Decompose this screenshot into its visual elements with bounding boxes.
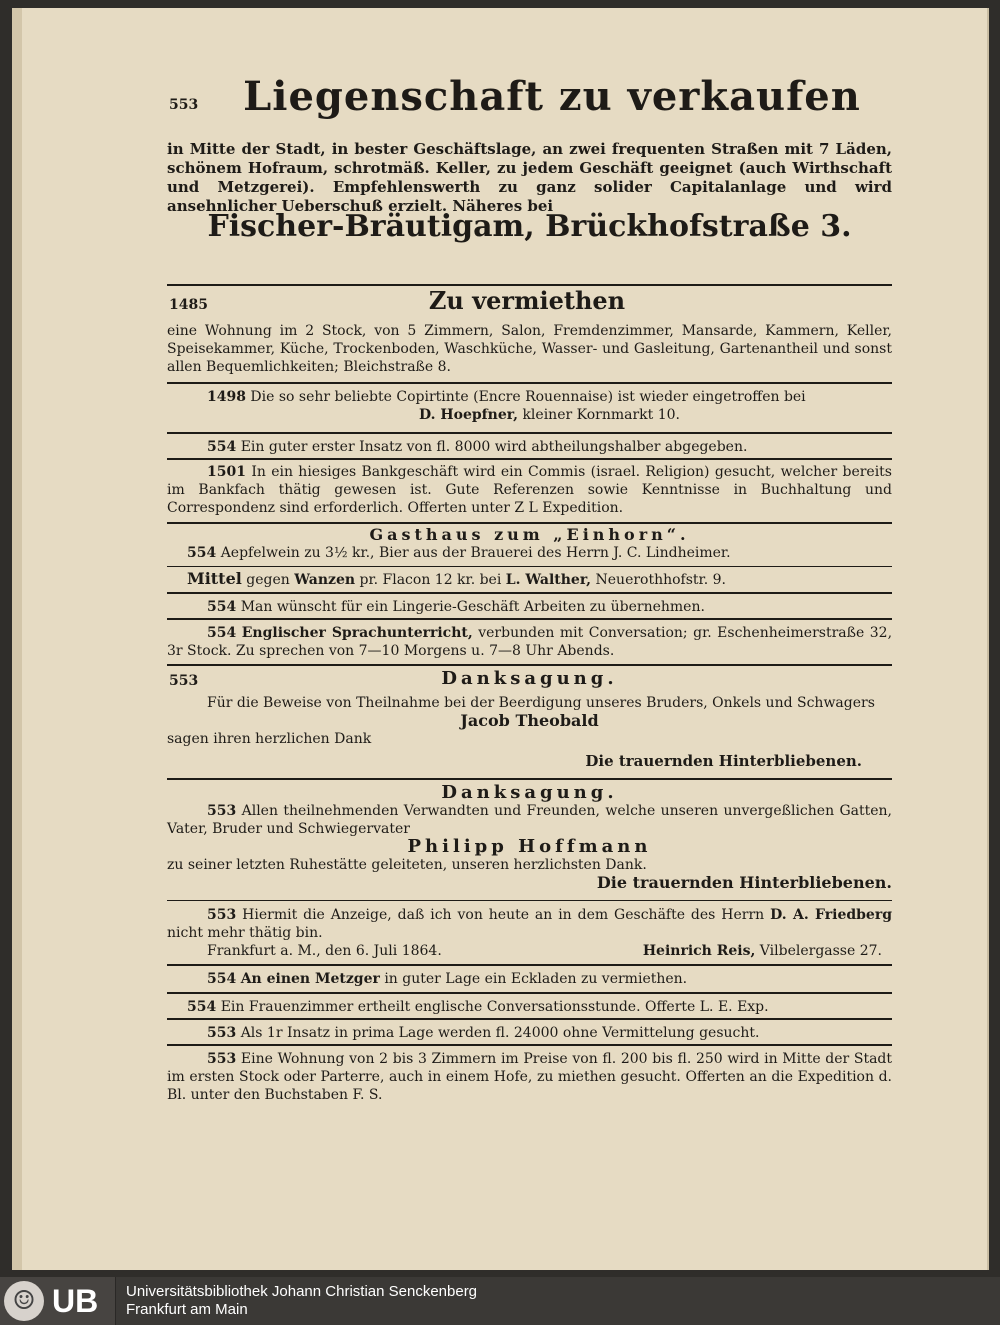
ad-number: 553 bbox=[207, 1051, 237, 1067]
ad-wanzen bbox=[167, 570, 892, 589]
ad-title: Liegenschaft zu verkaufen bbox=[243, 73, 861, 120]
ad-signature: Die trauernden Hinterbliebenen. bbox=[585, 752, 862, 770]
ad-text: Die so sehr beliebte Copirtinte (Encre Rouennaise) ist wieder eingetroffen bei bbox=[250, 389, 806, 405]
ad-address: Neuerothhofstr. 9. bbox=[595, 572, 726, 588]
ad-danksagung-hoffmann bbox=[167, 784, 892, 892]
ad-danksagung-theobald bbox=[167, 670, 892, 770]
divider bbox=[167, 900, 892, 901]
divider bbox=[167, 382, 892, 384]
divider bbox=[167, 458, 892, 460]
ad-address: Vilbelergasse 27. bbox=[759, 943, 882, 959]
ad-number: 554 bbox=[207, 971, 237, 987]
library-name: Universitätsbibliothek Johann Christian Senckenberg bbox=[126, 1283, 478, 1300]
divider bbox=[167, 1018, 892, 1020]
ad-text: eine Wohnung im 2 Stock, von 5 Zimmern, Salon, Fremdenzimmer, Mansarde, Kammern, Keller, Speisekammer, Küche, Trockenboden, Waschküche, Wasser- und Gasleitung, Gartenantheil und sonst allen Bequemlichkeiten; Bleichstraße 8. bbox=[167, 323, 892, 375]
ad-bankgeschaeft bbox=[167, 463, 892, 517]
divider bbox=[167, 1044, 892, 1046]
ad-metzger bbox=[167, 970, 892, 988]
ad-number: 553 bbox=[169, 673, 199, 689]
ad-vermiethen bbox=[167, 286, 892, 376]
ad-number: 554 bbox=[207, 625, 237, 641]
ad-title: Danksagung. bbox=[441, 782, 618, 803]
ad-signature: Die trauernden Hinterbliebenen. bbox=[596, 873, 892, 892]
ad-anzeige-reis bbox=[167, 906, 892, 960]
ad-text: Man wünscht für ein Lingerie-Geschäft Arbeiten zu übernehmen. bbox=[240, 599, 705, 615]
ad-number: 553 bbox=[169, 97, 199, 113]
ad-text: Ein guter erster Insatz von fl. 8000 wird abtheilungshalber abgegeben. bbox=[240, 439, 748, 455]
ad-einhorn bbox=[167, 526, 892, 562]
ad-text: gegen bbox=[246, 572, 290, 588]
ad-title: Gasthaus zum „Einhorn“. bbox=[369, 525, 690, 544]
ad-address: kleiner Kornmarkt 10. bbox=[522, 407, 680, 423]
ad-number: 553 bbox=[207, 1025, 237, 1041]
library-city: Frankfurt am Main bbox=[126, 1301, 248, 1318]
divider bbox=[167, 522, 892, 524]
divider bbox=[167, 992, 892, 994]
library-footer bbox=[0, 1277, 1000, 1325]
ad-lingerie bbox=[167, 598, 892, 616]
ad-text: in guter Lage ein Eckladen zu vermiethen. bbox=[384, 971, 688, 987]
ad-sign: Heinrich Reis, bbox=[642, 943, 756, 959]
ad-name: Jacob Theobald bbox=[460, 711, 599, 730]
ad-number: 553 bbox=[207, 907, 237, 923]
ad-text: Hiermit die Anzeige, daß ich von heute an in dem Geschäfte des Herrn bbox=[242, 907, 765, 923]
ad-bold: Wanzen bbox=[294, 572, 356, 588]
ad-number: 1498 bbox=[207, 389, 246, 405]
ad-number: 554 bbox=[187, 999, 217, 1015]
ad-copirtinte bbox=[167, 388, 892, 424]
divider bbox=[167, 566, 892, 567]
ad-name: L. Walther, bbox=[505, 572, 592, 588]
ad-number: 554 bbox=[207, 599, 237, 615]
portrait-icon: ☺ bbox=[4, 1281, 44, 1321]
divider bbox=[167, 664, 892, 666]
ub-logo[interactable] bbox=[0, 1277, 116, 1325]
ad-text: Für die Beweise von Theilnahme bei der Beerdigung unseres Bruders, Onkels und Schwagers bbox=[207, 695, 875, 711]
ad-sprachunterricht bbox=[167, 624, 892, 660]
ad-name: D. A. Friedberg bbox=[770, 907, 892, 923]
ad-title: Danksagung. bbox=[441, 668, 618, 689]
ad-text: Ein Frauenzimmer ertheilt englische Conversationsstunde. Offerte L. E. Exp. bbox=[220, 999, 769, 1015]
divider bbox=[167, 964, 892, 966]
ad-frauenzimmer bbox=[167, 998, 892, 1016]
ad-name: D. Hoepfner, bbox=[419, 407, 518, 423]
logo-text: UB bbox=[52, 1283, 99, 1319]
ad-text: Allen theilnehmenden Verwandten und Freunden, welche unseren unvergeßlichen Gatten, Vater, Bruder und Schwiegervater bbox=[167, 803, 892, 837]
ad-text: Als 1r Insatz in prima Lage werden fl. 24000 ohne Vermittelung gesucht. bbox=[240, 1025, 760, 1041]
divider bbox=[167, 618, 892, 620]
ad-name: Philipp Hoffmann bbox=[407, 836, 652, 857]
ad-text-2: nicht mehr thätig bin. bbox=[167, 925, 323, 941]
ad-place-date: Frankfurt a. M., den 6. Juli 1864. bbox=[207, 943, 442, 959]
ad-liegenschaft bbox=[167, 73, 892, 244]
ad-number: 1501 bbox=[207, 464, 246, 480]
ad-text: In ein hiesiges Bankgeschäft wird ein Commis (israel. Religion) gesucht, welcher bereits im Bankfach thätig gewesen ist. Gute Referenzen sowie Kenntnisse in Buchhaltung und Correspondenz sind erforderlich. Offerten unter Z L Expedition. bbox=[167, 464, 892, 516]
ad-number: 553 bbox=[207, 803, 237, 819]
ad-number: 1485 bbox=[169, 297, 208, 313]
ad-wohnung-gesucht bbox=[167, 1050, 892, 1104]
ad-title: Zu vermiethen bbox=[428, 286, 626, 315]
ad-firm: Fischer-Bräutigam, Brückhofstraße 3. bbox=[207, 209, 852, 244]
ad-text: Aepfelwein zu 3½ kr., Bier aus der Brauerei des Herrn J. C. Lindheimer. bbox=[220, 545, 731, 561]
divider bbox=[167, 592, 892, 594]
ad-number: 554 bbox=[207, 439, 237, 455]
ad-text: in Mitte der Stadt, in bester Geschäftslage, an zwei frequenten Straßen mit 7 Läden, schönem Hofraum, schrotmäß. Keller, zu jedem Geschäft geeignet (auch Wirthschaft und Metzgerei). Empfehlenswerth zu ganz solider Capitalanlage und wird ansehnlicher Ueberschuß erzielt. Näheres bei bbox=[167, 140, 892, 215]
ad-lead: An einen Metzger bbox=[240, 971, 380, 987]
ad-text-2: zu seiner letzten Ruhestätte geleiteten, unseren herzlichsten Dank. bbox=[167, 857, 647, 873]
ad-insatz bbox=[167, 438, 892, 456]
ad-lead: Englischer Sprachunterricht, bbox=[241, 625, 473, 641]
divider bbox=[167, 778, 892, 780]
ad-insatz-prima bbox=[167, 1024, 892, 1042]
ad-number: 554 bbox=[187, 545, 217, 561]
divider bbox=[167, 432, 892, 434]
ad-text-2: sagen ihren herzlichen Dank bbox=[167, 731, 372, 747]
ad-text: Eine Wohnung von 2 bis 3 Zimmern im Preise von fl. 200 bis fl. 250 wird in Mitte der Stadt im ersten Stock oder Parterre, auch in einem Hofe, zu miethen gesucht. Offerten an die Expedition d. Bl. unter den Buchstaben F. S. bbox=[167, 1051, 893, 1103]
ad-lead: Mittel bbox=[187, 569, 242, 588]
ad-text-2: pr. Flacon 12 kr. bei bbox=[359, 572, 502, 588]
ad-text: verbunden mit Conversation; gr. Eschenheimerstraße 32, 3r Stock. Zu sprechen von 7—10 Morgens u. 7—8 Uhr Abends. bbox=[167, 625, 893, 659]
